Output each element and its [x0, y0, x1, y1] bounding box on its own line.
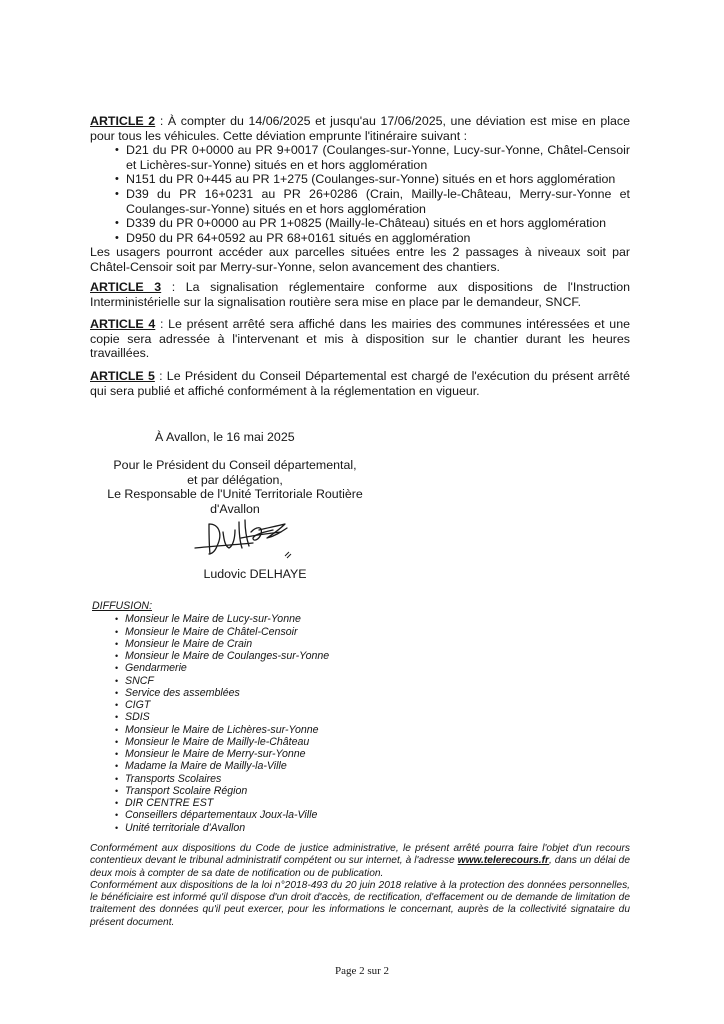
detour-item: • D21 du PR 0+0000 au PR 9+0017 (Coulanges-sur-Yonne, Lucy-sur-Yonne, Châtel-Censoir et Lichères-sur-Yonne) situés en et hors agglomération	[126, 143, 630, 172]
article-3-label: ARTICLE 3	[90, 280, 162, 294]
legal-appeal-paragraph: Conformément aux dispositions du Code de justice administrative, le présent arrêté pourra faire l'objet d'un recours contentieux devant le tribunal administratif compétent ou sur internet, à l'adresse www.telerecours.fr, dans un délai de deux mois à compter de sa date de notification ou de publication.	[90, 843, 630, 879]
list-item: • Transport Scolaire Région	[125, 785, 329, 797]
list-item: • Monsieur le Maire de Crain	[125, 638, 329, 650]
list-item: • SNCF	[125, 675, 329, 687]
article-4-label: ARTICLE 4	[90, 317, 156, 331]
list-item: • Monsieur le Maire de Lucy-sur-Yonne	[125, 613, 329, 625]
article-5-label: ARTICLE 5	[90, 369, 155, 383]
page-number: Page 2 sur 2	[334, 965, 390, 977]
diffusion-section	[92, 600, 329, 834]
signatory-line: et par délégation,	[187, 472, 283, 487]
list-item: • Madame la Maire de Mailly-la-Ville	[125, 760, 329, 772]
diffusion-list	[92, 613, 329, 834]
list-item: • Monsieur le Maire de Coulanges-sur-Yonne	[125, 650, 329, 662]
list-item: • SDIS	[125, 711, 329, 723]
detour-item: • D339 du PR 0+0000 au PR 1+0825 (Mailly-le-Château) situés en et hors agglomération	[126, 216, 630, 231]
telerecours-link[interactable]: www.telerecours.fr	[457, 855, 549, 867]
detour-item: • D39 du PR 16+0231 au PR 26+0286 (Crain, Mailly-le-Château, Merry-sur-Yonne et Coulanges-sur-Yonne) situés en et hors agglomération	[126, 187, 630, 216]
signatory-name: Ludovic DELHAYE	[203, 567, 307, 581]
article-3	[90, 280, 630, 309]
diffusion-title: DIFFUSION:	[92, 600, 153, 612]
list-item: • Conseillers départementaux Joux-la-Ville	[125, 809, 329, 821]
list-item: • Monsieur le Maire de Merry-sur-Yonne	[125, 748, 329, 760]
detour-item: • D950 du PR 64+0592 au PR 68+0161 situés en agglomération	[126, 231, 630, 246]
list-item: • Transports Scolaires	[125, 773, 329, 785]
detour-list	[90, 143, 630, 245]
place-date: À Avallon, le 16 mai 2025	[155, 430, 295, 444]
article-2	[90, 114, 630, 275]
article-3-text: : La signalisation réglementaire conforme aux dispositions de l'Instruction Interministérielle sur la signalisation routière sera mise en place par le demandeur, SNCF.	[90, 280, 630, 309]
list-item: • CIGT	[125, 699, 329, 711]
list-item: • Monsieur le Maire de Lichères-sur-Yonne	[125, 724, 329, 736]
signatory-line: Le Responsable de l'Unité Territoriale Routière	[107, 487, 363, 502]
list-item: • Monsieur le Maire de Châtel-Censoir	[125, 626, 329, 638]
article-2-outro: Les usagers pourront accéder aux parcelles situées entre les 2 passages à niveaux soit par Châtel-Censoir soit par Merry-sur-Yonne, selon avancement des chantiers.	[90, 245, 630, 274]
article-5	[90, 369, 630, 398]
handwritten-signature	[193, 512, 303, 562]
legal-data-paragraph: Conformément aux dispositions de la loi n°2018-493 du 20 juin 2018 relative à la protection des données personnelles, le bénéficiaire est informé qu'il dispose d'un droit d'accès, de rectification, d'effacement ou de demande de limitation de traitement des données qu'il peut exercer, pour les informations le concernant, auprès de la collectivité signataire du présent document.	[90, 879, 630, 928]
list-item: • DIR CENTRE EST	[125, 797, 329, 809]
signatory-line: Pour le Président du Conseil départemental,	[113, 458, 357, 472]
list-item: • Gendarmerie	[125, 662, 329, 674]
article-5-text: : Le Président du Conseil Départemental est chargé de l'exécution du présent arrêté qui sera publié et affiché conformément à la réglementation en vigueur.	[90, 369, 630, 398]
article-4-text: : Le présent arrêté sera affiché dans les mairies des communes intéressées et une copie sera adressée à l'intervenant et mis à disposition sur le chantier durant les heures travaillées.	[90, 317, 630, 361]
list-item: • Unité territoriale d'Avallon	[125, 822, 329, 834]
detour-item: • N151 du PR 0+445 au PR 1+275 (Coulanges-sur-Yonne) situés en et hors agglomération	[126, 172, 630, 187]
article-2-label: ARTICLE 2	[90, 114, 156, 128]
list-item: • Monsieur le Maire de Mailly-le-Château	[125, 736, 329, 748]
signatory-line: d'Avallon	[210, 501, 260, 516]
signatory-block	[100, 458, 370, 516]
article-2-intro: ARTICLE 2 : À compter du 14/06/2025 et jusqu'au 17/06/2025, une déviation est mise en place pour tous les véhicules. Cette déviation emprunte l'itinéraire suivant :	[90, 114, 630, 143]
legal-notice	[90, 843, 630, 929]
list-item: • Service des assemblées	[125, 687, 329, 699]
article-4	[90, 317, 630, 361]
